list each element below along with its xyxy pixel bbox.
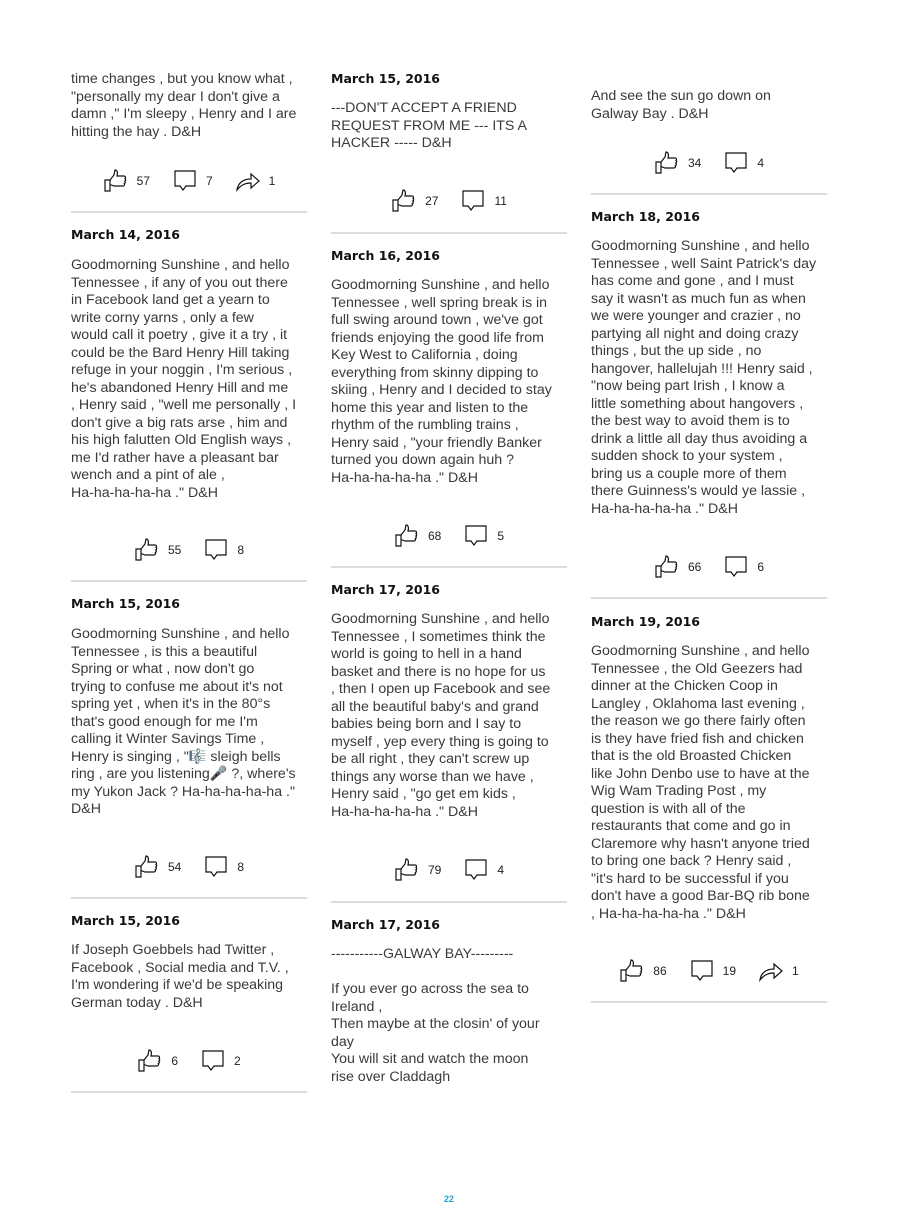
post-stats [331,857,567,883]
post-body: ---DON'T ACCEPT A FRIEND REQUEST FROM ME --- ITS A HACKER ----- D&H [331,100,528,151]
post-divider [591,1001,827,1003]
like-icon[interactable] [654,554,680,580]
like-icon[interactable] [394,523,420,549]
post-divider [71,1091,307,1093]
like-count: 79 [427,863,442,877]
page-number: 22 [443,1194,454,1204]
like-count: 55 [167,543,182,557]
share-icon[interactable] [758,958,784,984]
comment-icon[interactable] [463,857,489,883]
post-divider [331,566,567,568]
comment-count: 2 [234,1054,241,1068]
comment-count: 19 [722,964,737,978]
post-stats [71,1048,307,1074]
like-icon[interactable] [619,958,645,984]
like-icon[interactable] [103,168,129,194]
comment-count: 7 [205,174,213,188]
comment-count: 4 [757,156,765,170]
like-count: 34 [687,156,702,170]
comment-count: 4 [497,863,505,877]
comment-icon[interactable] [172,168,198,194]
post-body: time changes , but you know what , "personally my dear I don't give a damn ," I'm sleepy , Henry and I are hitting the hay . D&H [71,71,297,140]
post-stats [71,854,307,880]
post-divider [591,597,827,599]
comment-icon[interactable] [689,958,715,984]
post-date: March 19, 2016 [591,614,700,629]
post-body: Goodmorning Sunshine , and hello Tennessee , the Old Geezers had dinner at the Chicken Coop in Langley , Oklahoma last evening , the reason we go there fairly often is they have fried fish and chicken that is the old Broasted Chicken like John Denbo use to have at the Wig Wam Trading Post , my question is with all of the restaurants that come and go in Claremore why hasn't anyone tried to bring one back ? Henry said , "it's hard to be successful if you don't have a good Bar-BQ rib bone , Ha-ha-ha-ha-ha ." D&H [591,643,810,922]
post-date: March 17, 2016 [331,917,440,932]
post-divider [71,211,307,213]
post-date: March 15, 2016 [331,71,440,86]
comment-count: 6 [757,560,765,574]
like-icon[interactable] [134,854,160,880]
like-count: 6 [171,1054,178,1068]
post-body: And see the sun go down on Galway Bay . D&H [591,88,771,122]
post-body: Goodmorning Sunshine , and hello Tennessee , well spring break is in full swing around town , we've got friends enjoying the good life from Key West to California , doing everything from skinny dipping to skiing , Henry and I decided to stay home this year and listen to the rhythm of the rumbling trains , Henry said , "your friendly Banker turned you down again huh ? Ha-ha-ha-ha-ha ." D&H [331,277,552,486]
like-icon[interactable] [394,857,420,883]
post-divider [331,232,567,234]
comment-icon[interactable] [723,554,749,580]
post-body: Goodmorning Sunshine , and hello Tennessee , is this a beautiful Spring or what , now don't go trying to confuse me about it's not spring yet , when it's in the 80°s that's good enough for me I'm calling it Winter Savings Time , Henry is singing , "🎼 sleigh bells ring , are you listening🎤 ?, where's my Yukon Jack ? Ha-ha-ha-ha-ha ." D&H [71,626,296,817]
like-count: 86 [653,964,667,978]
comment-icon[interactable] [200,1048,226,1074]
post-body: -----------GALWAY BAY--------- If you ever go across the sea to Ireland , Then maybe at the closin' of your day You will sit and watch the moon rise over Claddagh [331,946,540,1085]
like-icon[interactable] [391,188,417,214]
post-stats [331,523,567,549]
post-body: Goodmorning Sunshine , and hello Tennessee , I sometimes think the world is going to hell in a hand basket and there is no hope for us , then I open up Facebook and see all the beautiful baby's and grand babies being born and I say to myself , yep every thing is going to be all right , they can't screw up things any worse than we have , Henry said , "go get em kids , Ha-ha-ha-ha-ha ." D&H [331,611,551,820]
post-body: Goodmorning Sunshine , and hello Tennessee , well Saint Patrick's day has come and gone , and I must say it wasn't as much fun as when we were younger and crazier , no partying all night and doing crazy things , but the up side , no hangover, hallelujah !!! Henry said , "now being part Irish , I know a little something about hangovers , the best way to avoid them is to drink a little all day thus avoiding a sudden shock to your system , bring us a couple more of them there Guinness's would ye lassie , Ha-ha-ha-ha-ha ." D&H [591,238,817,517]
post-stats [71,537,307,563]
post-stats [591,958,827,984]
post-date: March 15, 2016 [71,596,180,611]
post-date: March 18, 2016 [591,209,700,224]
like-count: 54 [167,860,182,874]
post-stats [591,554,827,580]
like-icon[interactable] [137,1048,163,1074]
post-body: Goodmorning Sunshine , and hello Tennessee , if any of you out there in Facebook land get a yearn to write corny yarns , only a few would call it poetry , give it a try , it could be the Bard Henry Hill taking refuge in your noggin , I'm serious , he's abandoned Henry Hill and me , Henry said , "well me personally , I don't give a big rats arse , him and his high falutten Old English ways , me I'd rather have a pleasant bar wench and a pint of ale , Ha-ha-ha-ha-ha ." D&H [71,257,297,501]
comment-icon[interactable] [203,537,229,563]
post-stats [331,188,567,214]
like-icon[interactable] [654,150,680,176]
comment-count: 5 [497,529,505,543]
share-count: 1 [268,174,276,188]
comment-icon[interactable] [723,150,749,176]
comment-count: 11 [494,194,507,208]
like-count: 57 [136,174,150,188]
post-date: March 14, 2016 [71,227,180,242]
post-stats [591,150,827,176]
post-divider [331,901,567,903]
post-stats [71,168,307,194]
comment-icon[interactable] [460,188,486,214]
share-icon[interactable] [235,168,261,194]
like-icon[interactable] [134,537,160,563]
post-date: March 17, 2016 [331,582,440,597]
like-count: 68 [427,529,442,543]
post-date: March 15, 2016 [71,913,180,928]
post-body: If Joseph Goebbels had Twitter , Facebook , Social media and T.V. , I'm wondering if we'd be speaking German today . D&H [71,942,289,1011]
post-divider [591,193,827,195]
like-count: 66 [687,560,702,574]
comment-icon[interactable] [463,523,489,549]
post-divider [71,580,307,582]
comment-count: 8 [237,543,245,557]
share-count: 1 [792,964,799,978]
post-date: March 16, 2016 [331,248,440,263]
like-count: 27 [425,194,439,208]
post-divider [71,897,307,899]
comment-count: 8 [237,860,245,874]
comment-icon[interactable] [203,854,229,880]
